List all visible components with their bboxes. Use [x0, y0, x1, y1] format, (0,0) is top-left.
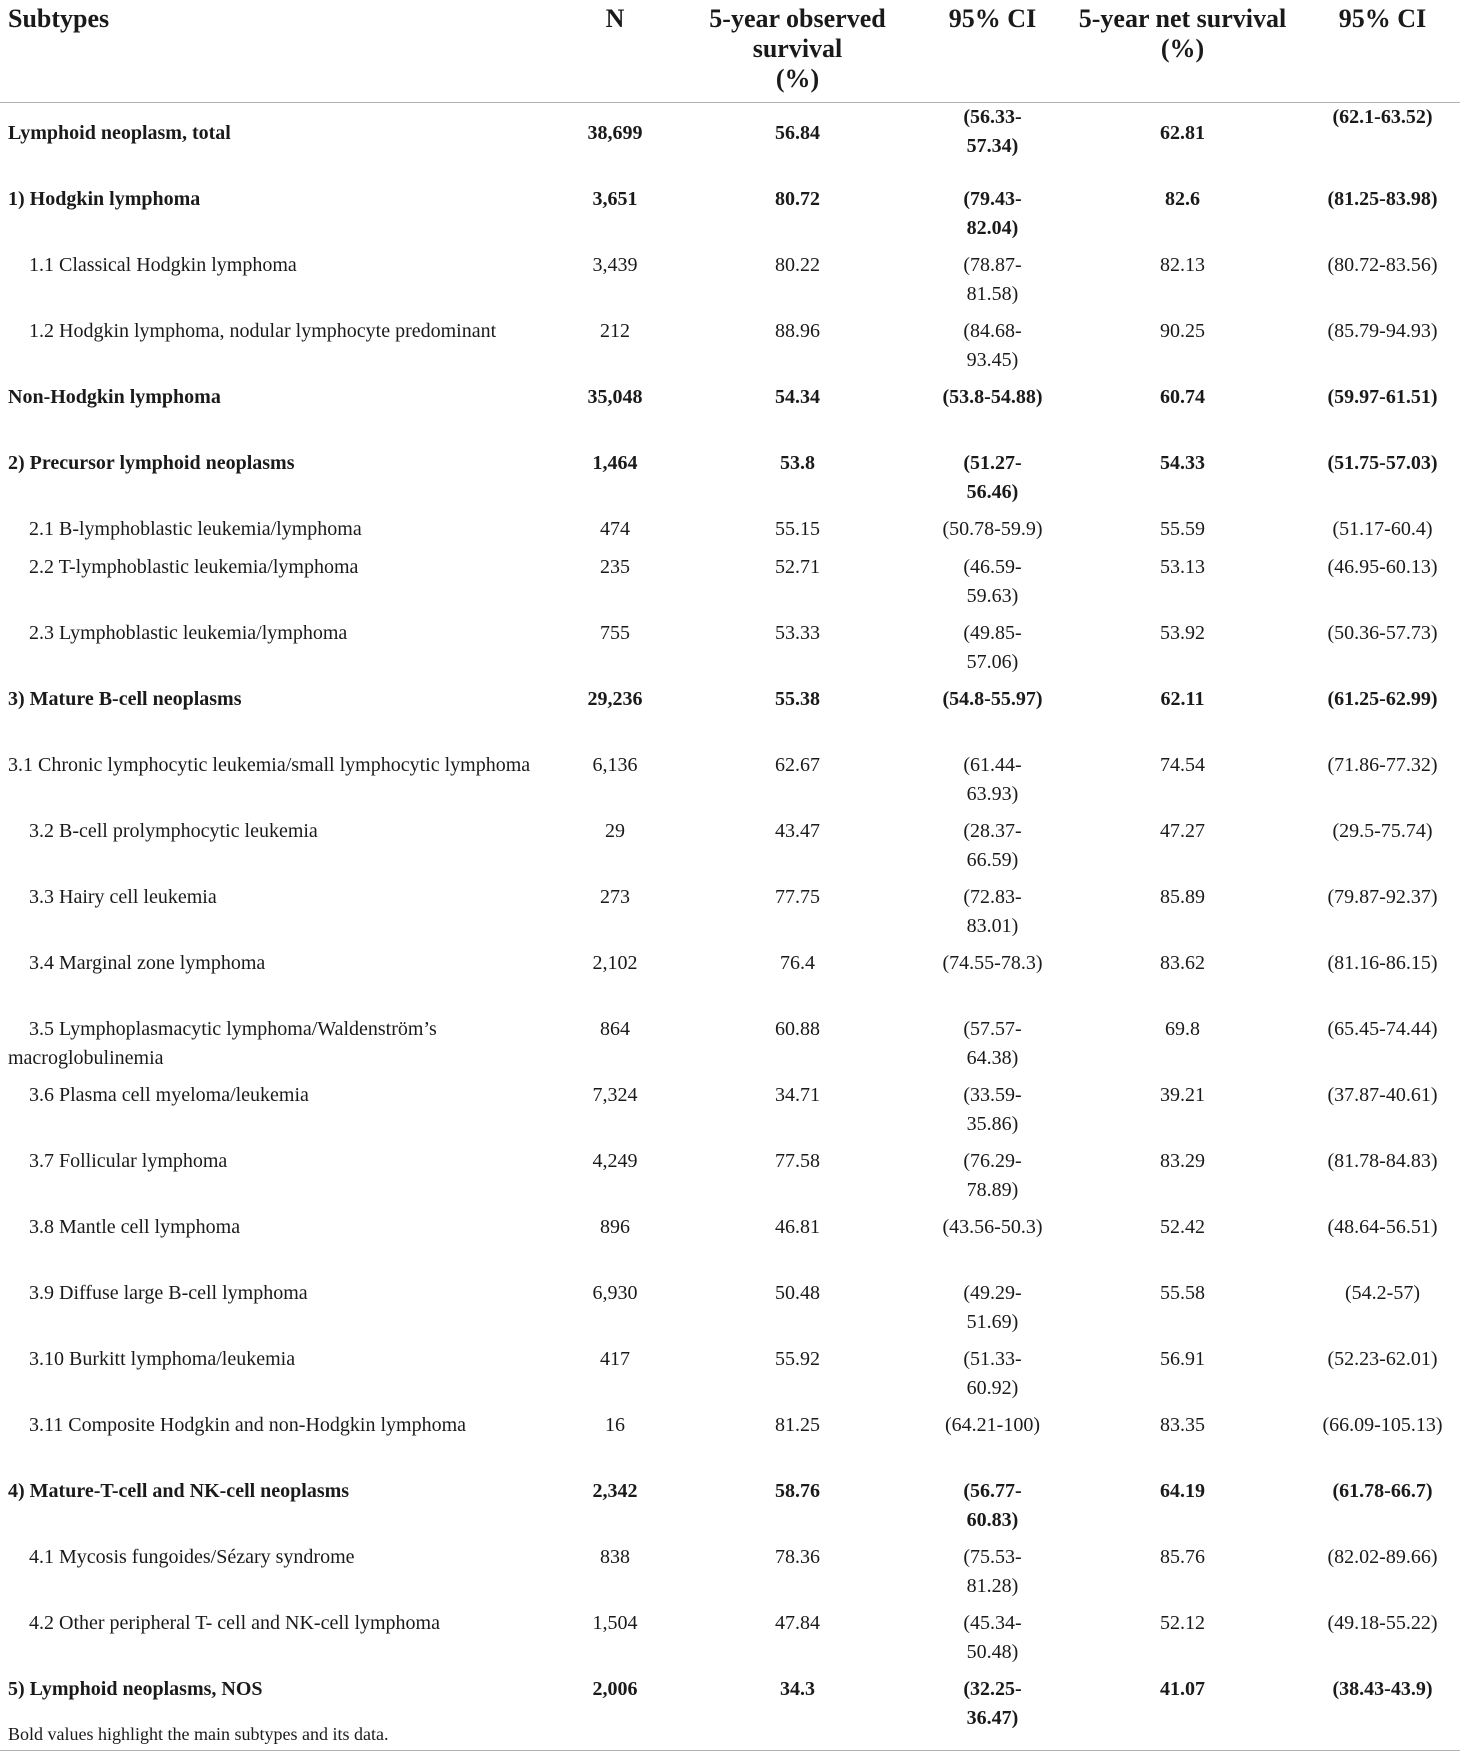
cell-subtype: 3.1 Chronic lymphocytic leukemia/small lymphocytic lymphoma: [8, 753, 531, 776]
cell-ci-net: (82.02-89.66): [1327, 1545, 1438, 1568]
cell-net-survival: 53.92: [1160, 621, 1205, 644]
table-row: [0, 1015, 1460, 1081]
cell-n: 6,136: [592, 753, 638, 776]
cell-n: 417: [600, 1347, 630, 1370]
cell-net-survival: 69.8: [1165, 1017, 1200, 1040]
cell-ci-net: (80.72-83.56): [1327, 253, 1438, 276]
cell-ci-observed: (75.53-81.28): [963, 1545, 1022, 1597]
header-net-line2: (%): [1160, 34, 1205, 63]
cell-ci-net: (51.17-60.4): [1332, 517, 1433, 540]
cell-n: 35,048: [587, 385, 643, 408]
cell-n: 3,651: [592, 187, 638, 210]
table-row: [0, 185, 1460, 251]
cell-ci-net: (66.09-105.13): [1322, 1413, 1443, 1436]
cell-net-survival: 90.25: [1160, 319, 1205, 342]
cell-net-survival: 55.59: [1160, 517, 1205, 540]
cell-net-survival: 41.07: [1060, 1675, 1305, 1751]
cell-subtype: 2) Precursor lymphoid neoplasms: [8, 451, 295, 474]
cell-ci-observed: (74.55-78.3): [942, 951, 1043, 974]
cell-subtype: 3.10 Burkitt lymphoma/leukemia: [29, 1347, 296, 1370]
cell-ci-observed: (84.68-93.45): [963, 319, 1022, 371]
cell-net-survival: 83.35: [1160, 1413, 1205, 1436]
cell-net-survival: 60.74: [1160, 385, 1205, 408]
cell-subtype: [0, 1015, 560, 1081]
cell-observed-survival: 54.34: [775, 385, 820, 408]
cell-observed-survival: 34.3: [670, 1675, 925, 1751]
cell-ci-observed: (51.27-56.46): [963, 451, 1022, 503]
cell-ci-observed: (33.59-35.86): [963, 1083, 1022, 1135]
table-row: [0, 1081, 1460, 1147]
cell-ci-observed: (57.57-64.38): [963, 1017, 1022, 1069]
cell-subtype: Lymphoid neoplasm, total: [8, 122, 231, 144]
cell-ci-observed: (49.29-51.69): [963, 1281, 1022, 1333]
cell-subtype: 3.8 Mantle cell lymphoma: [29, 1215, 241, 1238]
table-row: [0, 1213, 1460, 1279]
cell-net-survival: 82.13: [1160, 253, 1205, 276]
cell-subtype: 3.4 Marginal zone lymphoma: [29, 951, 266, 974]
cell-ci-observed: (51.33-60.92): [963, 1347, 1022, 1399]
header-net-line1: 5-year net survival: [1078, 4, 1287, 33]
table-row: [0, 817, 1460, 883]
cell-observed-survival: 34.71: [775, 1083, 820, 1106]
cell-net-survival: 62.81: [1160, 122, 1205, 144]
cell-observed-survival: 55.38: [775, 687, 820, 710]
cell-subtype: 3.11 Composite Hodgkin and non-Hodgkin lymphoma: [29, 1413, 467, 1436]
header-net-survival: [1060, 0, 1305, 103]
cell-observed-survival: 78.36: [775, 1545, 820, 1568]
cell-net-survival: 52.12: [1160, 1611, 1205, 1634]
cell-subtype: 3.6 Plasma cell myeloma/leukemia: [29, 1083, 309, 1106]
cell-net-survival: 53.13: [1160, 555, 1205, 578]
cell-observed-survival: 80.72: [775, 187, 820, 210]
cell-ci-net: (85.79-94.93): [1327, 319, 1438, 342]
table-row: [0, 1477, 1460, 1543]
table-row: [0, 1411, 1460, 1477]
cell-ci-net: (38.43-43.9): [1305, 1675, 1460, 1751]
cell-subtype: 4.2 Other peripheral T- cell and NK-cell lymphoma: [29, 1611, 440, 1634]
cell-observed-survival: 53.33: [775, 621, 820, 644]
cell-ci-net: (49.18-55.22): [1327, 1611, 1438, 1634]
table-row: [0, 103, 1460, 185]
header-ci-net: 95% CI: [1305, 0, 1460, 103]
cell-observed-survival: 81.25: [775, 1413, 820, 1436]
cell-net-survival: 85.89: [1160, 885, 1205, 908]
cell-ci-observed: (56.77-60.83): [963, 1479, 1022, 1531]
cell-ci-observed: (72.83-83.01): [963, 885, 1022, 937]
cell-subtype-text: 3.5 Lymphoplasmacytic lymphoma/Waldenström’s macroglobulinemia: [8, 1017, 437, 1069]
cell-ci-net: (81.78-84.83): [1327, 1149, 1438, 1172]
cell-ci-net: (81.16-86.15): [1327, 951, 1438, 974]
cell-ci-observed: (64.21-100): [945, 1413, 1040, 1436]
cell-observed-survival: 53.8: [780, 451, 815, 474]
cell-net-survival: 64.19: [1160, 1479, 1205, 1502]
cell-ci-observed: (32.25-36.47): [925, 1675, 1060, 1751]
cell-net-survival: 74.54: [1160, 753, 1205, 776]
cell-net-survival: 85.76: [1160, 1545, 1205, 1568]
table-row: [0, 317, 1460, 383]
cell-ci-observed: (46.59-59.63): [963, 555, 1022, 607]
cell-ci-observed: (61.44-63.93): [963, 753, 1022, 805]
table-row: [0, 251, 1460, 317]
cell-n: 2,006: [560, 1675, 670, 1751]
cell-observed-survival: 56.84: [775, 122, 820, 144]
cell-subtype: Non-Hodgkin lymphoma: [8, 385, 221, 408]
cell-net-survival: 82.6: [1165, 187, 1200, 210]
cell-ci-observed: (50.78-59.9): [942, 517, 1043, 540]
cell-n: 864: [600, 1017, 630, 1040]
cell-subtype: 2.1 B-lymphoblastic leukemia/lymphoma: [29, 517, 362, 540]
cell-subtype: 2.2 T-lymphoblastic leukemia/lymphoma: [29, 555, 359, 578]
cell-net-survival: 83.62: [1160, 951, 1205, 974]
table-footnote: Bold values highlight the main subtypes and its data.: [8, 1724, 389, 1744]
table-body: [0, 103, 1460, 1751]
cell-net-survival: 56.91: [1160, 1347, 1205, 1370]
cell-subtype: 4.1 Mycosis fungoides/Sézary syndrome: [29, 1545, 355, 1568]
cell-n: 1,464: [592, 451, 638, 474]
table-header-row: [0, 0, 1460, 103]
cell-n: 2,342: [592, 1479, 638, 1502]
cell-ci-net: (54.2-57): [1345, 1281, 1420, 1304]
cell-n: 838: [600, 1545, 630, 1568]
cell-ci-net: (52.23-62.01): [1327, 1347, 1438, 1370]
cell-ci-net: (81.25-83.98): [1327, 187, 1438, 210]
cell-n: 29,236: [587, 687, 643, 710]
cell-ci-net: (37.87-40.61): [1327, 1083, 1438, 1106]
cell-ci-net: (61.78-66.7): [1332, 1479, 1433, 1502]
cell-ci-observed: (79.43-82.04): [963, 187, 1022, 239]
cell-observed-survival: 60.88: [775, 1017, 820, 1040]
cell-net-survival: 55.58: [1160, 1281, 1205, 1304]
cell-n: 212: [600, 319, 630, 342]
cell-net-survival: 62.11: [1160, 687, 1205, 710]
cell-ci-observed: (53.8-54.88): [942, 385, 1043, 408]
cell-net-survival: 39.21: [1160, 1083, 1205, 1106]
table-row: [0, 1147, 1460, 1213]
cell-ci-net: (51.75-57.03): [1327, 451, 1438, 474]
cell-observed-survival: 50.48: [775, 1281, 820, 1304]
cell-subtype: 3.7 Follicular lymphoma: [29, 1149, 228, 1172]
cell-subtype: 2.3 Lymphoblastic leukemia/lymphoma: [29, 621, 348, 644]
cell-n: 3,439: [592, 253, 638, 276]
cell-subtype: 1.1 Classical Hodgkin lymphoma: [29, 253, 297, 276]
cell-observed-survival: 62.67: [775, 753, 820, 776]
cell-n: 896: [600, 1215, 630, 1238]
cell-ci-observed: (54.8-55.97): [942, 687, 1043, 710]
cell-observed-survival: 77.75: [775, 885, 820, 908]
table-row: [0, 685, 1460, 751]
table-row: [0, 515, 1460, 553]
cell-ci-net: (59.97-61.51): [1327, 385, 1438, 408]
table-row: [0, 949, 1460, 1015]
cell-observed-survival: 58.76: [775, 1479, 820, 1502]
table-row: [0, 383, 1460, 449]
cell-ci-net: (50.36-57.73): [1327, 621, 1438, 644]
header-observed-line2: (%): [775, 64, 820, 93]
table-row: [0, 619, 1460, 685]
header-observed-line1: 5-year observed survival: [709, 4, 886, 63]
table-row: [0, 449, 1460, 515]
cell-ci-net: (46.95-60.13): [1327, 555, 1438, 578]
table-row: [0, 1279, 1460, 1345]
table-row: [0, 751, 1460, 817]
cell-n: 16: [605, 1413, 625, 1436]
cell-observed-survival: 76.4: [780, 951, 815, 974]
cell-subtype: 1.2 Hodgkin lymphoma, nodular lymphocyte predominant: [29, 319, 497, 342]
cell-n: 755: [600, 621, 630, 644]
cell-net-survival: 52.42: [1160, 1215, 1205, 1238]
cell-n: 474: [600, 517, 630, 540]
cell-ci-observed: (28.37-66.59): [963, 819, 1022, 871]
cell-ci-net: (65.45-74.44): [1327, 1017, 1438, 1040]
cell-n: 7,324: [592, 1083, 638, 1106]
cell-observed-survival: 55.15: [775, 517, 820, 540]
cell-subtype: 3.3 Hairy cell leukemia: [29, 885, 217, 908]
cell-ci-observed: (56.33-57.34): [963, 106, 1022, 157]
cell-n: 6,930: [592, 1281, 638, 1304]
cell-observed-survival: 52.71: [775, 555, 820, 578]
table-row: [0, 1543, 1460, 1609]
cell-subtype: 3.9 Diffuse large B-cell lymphoma: [29, 1281, 308, 1304]
cell-n: 2,102: [592, 951, 638, 974]
cell-n: 38,699: [587, 122, 643, 144]
cell-n: 273: [600, 885, 630, 908]
cell-ci-observed: (45.34-50.48): [963, 1611, 1022, 1663]
cell-observed-survival: 46.81: [775, 1215, 820, 1238]
cell-observed-survival: 47.84: [775, 1611, 820, 1634]
table-row: [0, 1609, 1460, 1675]
cell-subtype: 1) Hodgkin lymphoma: [8, 187, 201, 210]
cell-ci-net: (79.87-92.37): [1327, 885, 1438, 908]
cell-n: 4,249: [592, 1149, 638, 1172]
cell-ci-observed: (76.29-78.89): [963, 1149, 1022, 1201]
cell-ci-observed: (49.85-57.06): [963, 621, 1022, 673]
cell-net-survival: 47.27: [1160, 819, 1205, 842]
cell-observed-survival: 77.58: [775, 1149, 820, 1172]
cell-n: 235: [600, 555, 630, 578]
cell-observed-survival: 55.92: [775, 1347, 820, 1370]
cell-subtype: 5) Lymphoid neoplasms, NOS: [0, 1675, 560, 1751]
cell-ci-observed: (78.87-81.58): [963, 253, 1022, 305]
cell-observed-survival: 43.47: [775, 819, 820, 842]
cell-ci-net: (29.5-75.74): [1332, 819, 1433, 842]
cell-observed-survival: 88.96: [775, 319, 820, 342]
header-subtypes: Subtypes: [0, 0, 560, 103]
cell-n: 29: [605, 819, 625, 842]
cell-net-survival: 54.33: [1160, 451, 1205, 474]
cell-n: 1,504: [592, 1611, 638, 1634]
header-ci-observed: 95% CI: [925, 0, 1060, 103]
cell-ci-observed: (43.56-50.3): [942, 1215, 1043, 1238]
table-row: [0, 553, 1460, 619]
cell-ci-net: (48.64-56.51): [1327, 1215, 1438, 1238]
cell-net-survival: 83.29: [1160, 1149, 1205, 1172]
cell-ci-net: (61.25-62.99): [1327, 687, 1438, 710]
cell-ci-net: (62.1-63.52): [1332, 106, 1433, 128]
cell-subtype: 4) Mature-T-cell and NK-cell neoplasms: [8, 1479, 350, 1502]
cell-subtype: 3) Mature B-cell neoplasms: [8, 687, 242, 710]
cell-subtype: 3.2 B-cell prolymphocytic leukemia: [29, 819, 318, 842]
table-row: [0, 1345, 1460, 1411]
header-observed-survival: [670, 0, 925, 103]
header-n: N: [560, 0, 670, 103]
cell-ci-net: (71.86-77.32): [1327, 753, 1438, 776]
table-row: [0, 883, 1460, 949]
cell-observed-survival: 80.22: [775, 253, 820, 276]
